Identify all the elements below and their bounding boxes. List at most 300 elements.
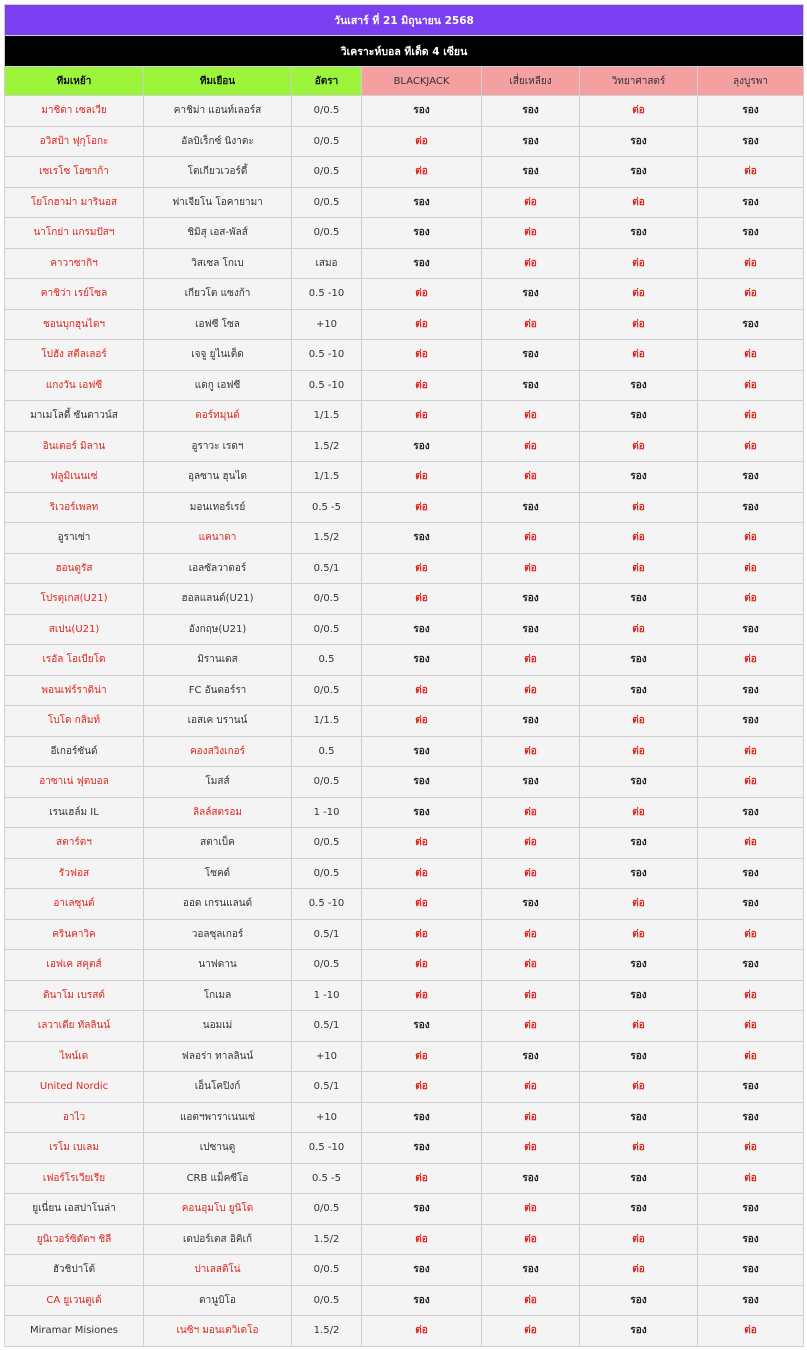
away-team: ลิลล์สตรอม: [144, 797, 292, 828]
home-team: ฟลูมิเนนเซ่: [5, 462, 144, 493]
tipster-2-pick: ต่อ: [482, 736, 580, 767]
home-team: อีเกอร์ซันด์: [5, 736, 144, 767]
tipster-4-pick: รอง: [698, 492, 804, 523]
home-team: United Nordic: [5, 1072, 144, 1103]
tipster-1-pick: รอง: [362, 1194, 482, 1225]
home-team: คาวาซากิฯ: [5, 248, 144, 279]
tipster-1-pick: ต่อ: [362, 1041, 482, 1072]
away-team: มิรานเดส: [144, 645, 292, 676]
tipster-2-pick: ต่อ: [482, 523, 580, 554]
home-team: มาชิดา เซลเวีย: [5, 96, 144, 127]
tipster-1-pick: ต่อ: [362, 309, 482, 340]
tipster-4-pick: รอง: [698, 218, 804, 249]
tipster-1-pick: ต่อ: [362, 675, 482, 706]
tipster-4-pick: ต่อ: [698, 584, 804, 615]
tipster-4-pick: รอง: [698, 1255, 804, 1286]
home-team: อินเตอร์ มิลาน: [5, 431, 144, 462]
column-header-row: [5, 67, 804, 96]
away-team: เปซานดู: [144, 1133, 292, 1164]
table-row: [5, 1102, 804, 1133]
home-team: โปรตุเกส(U21): [5, 584, 144, 615]
tipster-3-pick: รอง: [580, 584, 698, 615]
tipster-4-pick: ต่อ: [698, 157, 804, 188]
tipster-1-pick: ต่อ: [362, 553, 482, 584]
table-row: [5, 309, 804, 340]
tipster-3-pick: ต่อ: [580, 1133, 698, 1164]
table-row: [5, 431, 804, 462]
tipster-1-pick: รอง: [362, 1133, 482, 1164]
table-row: [5, 96, 804, 127]
tipster-3-pick: ต่อ: [580, 889, 698, 920]
col-header-tipster-3: วิทยาศาสตร์: [580, 67, 698, 96]
tipster-4-pick: ต่อ: [698, 248, 804, 279]
home-team: โบโด กลิมท์: [5, 706, 144, 737]
tipster-2-pick: รอง: [482, 1163, 580, 1194]
tipster-1-pick: ต่อ: [362, 950, 482, 981]
odds-cell: 0.5 -10: [292, 1133, 362, 1164]
tipster-4-pick: รอง: [698, 126, 804, 157]
home-team: เรโม เบเลม: [5, 1133, 144, 1164]
tipster-4-pick: รอง: [698, 675, 804, 706]
home-team: โปฮัง สตีลเลอร์: [5, 340, 144, 371]
tipster-4-pick: ต่อ: [698, 736, 804, 767]
away-team: เกียวโต แซงก้า: [144, 279, 292, 310]
tipster-3-pick: รอง: [580, 767, 698, 798]
tipster-1-pick: ต่อ: [362, 919, 482, 950]
away-team: CRB แม็คซีโอ: [144, 1163, 292, 1194]
table-row: [5, 858, 804, 889]
away-team: ฟาเจียโน โอคายามา: [144, 187, 292, 218]
odds-cell: +10: [292, 309, 362, 340]
tipster-4-pick: ต่อ: [698, 828, 804, 859]
tipster-2-pick: ต่อ: [482, 1133, 580, 1164]
table-row: [5, 980, 804, 1011]
tipster-2-pick: ต่อ: [482, 248, 580, 279]
tipster-4-pick: รอง: [698, 1072, 804, 1103]
tipster-2-pick: ต่อ: [482, 553, 580, 584]
odds-cell: 0/0.5: [292, 675, 362, 706]
tipster-2-pick: ต่อ: [482, 187, 580, 218]
away-team: แดกู เอฟซี: [144, 370, 292, 401]
table-row: [5, 248, 804, 279]
tipster-4-pick: ต่อ: [698, 523, 804, 554]
tipster-3-pick: ต่อ: [580, 1011, 698, 1042]
tipster-4-pick: ต่อ: [698, 1163, 804, 1194]
odds-cell: 0.5 -10: [292, 279, 362, 310]
away-team: วอลซุลเกอร์: [144, 919, 292, 950]
tipster-3-pick: ต่อ: [580, 553, 698, 584]
match-rows: [5, 96, 804, 1347]
tipster-3-pick: ต่อ: [580, 187, 698, 218]
odds-cell: 0/0.5: [292, 218, 362, 249]
odds-cell: 0/0.5: [292, 1194, 362, 1225]
tipster-3-pick: รอง: [580, 1285, 698, 1316]
tipster-4-pick: รอง: [698, 797, 804, 828]
away-team: คอนอุมโบ ยูนิโด: [144, 1194, 292, 1225]
tipster-1-pick: ต่อ: [362, 828, 482, 859]
tipster-2-pick: ต่อ: [482, 828, 580, 859]
tipster-4-pick: รอง: [698, 858, 804, 889]
tipster-2-pick: ต่อ: [482, 431, 580, 462]
odds-cell: 0/0.5: [292, 828, 362, 859]
odds-cell: 0/0.5: [292, 187, 362, 218]
away-team: นาฟดาน: [144, 950, 292, 981]
odds-cell: 0/0.5: [292, 858, 362, 889]
home-team: ฮัวชิปาโต้: [5, 1255, 144, 1286]
table-row: [5, 584, 804, 615]
odds-cell: 0/0.5: [292, 767, 362, 798]
home-team: รัวฟอส: [5, 858, 144, 889]
analysis-table: [4, 4, 804, 1347]
tipster-1-pick: ต่อ: [362, 126, 482, 157]
tipster-2-pick: ต่อ: [482, 797, 580, 828]
odds-cell: 0/0.5: [292, 614, 362, 645]
home-team: มาเมโลดี้ ซันดาวน์ส: [5, 401, 144, 432]
odds-cell: 0.5/1: [292, 1011, 362, 1042]
tipster-4-pick: รอง: [698, 1102, 804, 1133]
odds-cell: 0/0.5: [292, 1285, 362, 1316]
tipster-4-pick: ต่อ: [698, 980, 804, 1011]
away-team: เจจู ยูไนเต็ด: [144, 340, 292, 371]
away-team: เอ็นโคปิงก์: [144, 1072, 292, 1103]
away-team: โมสส์: [144, 767, 292, 798]
odds-cell: 0.5/1: [292, 1072, 362, 1103]
odds-cell: 0/0.5: [292, 96, 362, 127]
table-row: [5, 492, 804, 523]
tipster-1-pick: ต่อ: [362, 1316, 482, 1347]
home-team: เรอัล โอเบียโด: [5, 645, 144, 676]
away-team: มอนเทอร์เรย์: [144, 492, 292, 523]
odds-cell: เสมอ: [292, 248, 362, 279]
home-team: เรนเฮล์ม IL: [5, 797, 144, 828]
table-row: [5, 370, 804, 401]
odds-cell: 1 -10: [292, 980, 362, 1011]
tipster-1-pick: ต่อ: [362, 889, 482, 920]
tipster-2-pick: รอง: [482, 706, 580, 737]
odds-cell: 1.5/2: [292, 523, 362, 554]
tipster-3-pick: ต่อ: [580, 309, 698, 340]
table-row: [5, 1285, 804, 1316]
away-team: เนซิฯ มอนเตวิเดโอ: [144, 1316, 292, 1347]
tipster-2-pick: ต่อ: [482, 1072, 580, 1103]
table-row: [5, 218, 804, 249]
odds-cell: 0.5 -10: [292, 340, 362, 371]
tipster-2-pick: ต่อ: [482, 1102, 580, 1133]
date-bar-row: [5, 5, 804, 36]
away-team: เอฟซี โซล: [144, 309, 292, 340]
odds-cell: 0/0.5: [292, 950, 362, 981]
tipster-1-pick: รอง: [362, 248, 482, 279]
tipster-2-pick: รอง: [482, 614, 580, 645]
tipster-1-pick: ต่อ: [362, 340, 482, 371]
tipster-1-pick: รอง: [362, 1255, 482, 1286]
odds-cell: 1.5/2: [292, 431, 362, 462]
tipster-1-pick: ต่อ: [362, 980, 482, 1011]
odds-cell: 1.5/2: [292, 1224, 362, 1255]
away-team: โกเมล: [144, 980, 292, 1011]
table-row: [5, 645, 804, 676]
table-row: [5, 736, 804, 767]
away-team: อูราวะ เรดฯ: [144, 431, 292, 462]
table-row: [5, 889, 804, 920]
table-row: [5, 553, 804, 584]
home-team: ชอนบุกฮุนไดฯ: [5, 309, 144, 340]
tipster-1-pick: รอง: [362, 431, 482, 462]
table-row: [5, 1316, 804, 1347]
table-row: [5, 797, 804, 828]
odds-cell: 0/0.5: [292, 157, 362, 188]
away-team: วิสเซล โกเบ: [144, 248, 292, 279]
tipster-1-pick: ต่อ: [362, 157, 482, 188]
tipster-3-pick: รอง: [580, 645, 698, 676]
odds-cell: 0/0.5: [292, 1255, 362, 1286]
table-row: [5, 279, 804, 310]
table-row: [5, 1011, 804, 1042]
home-team: ยูนิเวอร์ซิดัดฯ ชิลี: [5, 1224, 144, 1255]
odds-cell: +10: [292, 1041, 362, 1072]
tipster-4-pick: ต่อ: [698, 919, 804, 950]
tipster-2-pick: ต่อ: [482, 1316, 580, 1347]
tipster-1-pick: ต่อ: [362, 1224, 482, 1255]
tipster-2-pick: ต่อ: [482, 218, 580, 249]
table-row: [5, 157, 804, 188]
home-team: แกงวัน เอฟซี: [5, 370, 144, 401]
tipster-3-pick: รอง: [580, 218, 698, 249]
home-team: เซเรโซ โอซาก้า: [5, 157, 144, 188]
tipster-1-pick: ต่อ: [362, 401, 482, 432]
away-team: ดานูบิโอ: [144, 1285, 292, 1316]
tipster-3-pick: ต่อ: [580, 279, 698, 310]
away-team: อุลซาน ฮุนได: [144, 462, 292, 493]
tipster-4-pick: ต่อ: [698, 553, 804, 584]
tipster-1-pick: ต่อ: [362, 370, 482, 401]
tipster-2-pick: ต่อ: [482, 675, 580, 706]
home-team: อาเลซุนด์: [5, 889, 144, 920]
tipster-3-pick: รอง: [580, 401, 698, 432]
tipster-2-pick: ต่อ: [482, 1011, 580, 1042]
home-team: ครินคาวิค: [5, 919, 144, 950]
col-header-odds: อัตรา: [292, 67, 362, 96]
table-row: [5, 919, 804, 950]
tipster-1-pick: รอง: [362, 736, 482, 767]
tipster-2-pick: ต่อ: [482, 401, 580, 432]
tipster-4-pick: ต่อ: [698, 279, 804, 310]
home-team: สตาร์ตฯ: [5, 828, 144, 859]
col-header-home: ทีมเหย้า: [5, 67, 144, 96]
tipster-3-pick: ต่อ: [580, 919, 698, 950]
odds-cell: +10: [292, 1102, 362, 1133]
table-row: [5, 1041, 804, 1072]
home-team: คาชิว่า เรย์โซล: [5, 279, 144, 310]
tipster-1-pick: รอง: [362, 797, 482, 828]
tipster-3-pick: รอง: [580, 1163, 698, 1194]
col-header-tipster-1: BLACKJACK: [362, 67, 482, 96]
tipster-3-pick: ต่อ: [580, 1255, 698, 1286]
odds-cell: 1/1.5: [292, 462, 362, 493]
tipster-2-pick: ต่อ: [482, 1194, 580, 1225]
tipster-1-pick: ต่อ: [362, 462, 482, 493]
home-team: เฟอร์โรเวียเรีย: [5, 1163, 144, 1194]
away-team: เอสเค บรานน์: [144, 706, 292, 737]
tipster-4-pick: ต่อ: [698, 431, 804, 462]
tipster-3-pick: รอง: [580, 1041, 698, 1072]
tipster-4-pick: ต่อ: [698, 645, 804, 676]
tipster-1-pick: รอง: [362, 218, 482, 249]
home-team: ดินาโม เบรสต์: [5, 980, 144, 1011]
table-row: [5, 1072, 804, 1103]
table-row: [5, 767, 804, 798]
tipster-2-pick: รอง: [482, 370, 580, 401]
tipster-3-pick: ต่อ: [580, 1224, 698, 1255]
table-row: [5, 340, 804, 371]
tipster-3-pick: ต่อ: [580, 96, 698, 127]
tipster-2-pick: ต่อ: [482, 645, 580, 676]
odds-cell: 1/1.5: [292, 706, 362, 737]
table-row: [5, 1163, 804, 1194]
tipster-1-pick: ต่อ: [362, 279, 482, 310]
tipster-1-pick: รอง: [362, 645, 482, 676]
tipster-2-pick: ต่อ: [482, 980, 580, 1011]
tipster-4-pick: รอง: [698, 462, 804, 493]
away-team: แอตฯพาราเนนเซ่: [144, 1102, 292, 1133]
tipster-2-pick: รอง: [482, 1255, 580, 1286]
tipster-4-pick: รอง: [698, 950, 804, 981]
odds-cell: 0.5: [292, 645, 362, 676]
tipster-3-pick: ต่อ: [580, 340, 698, 371]
tipster-3-pick: ต่อ: [580, 614, 698, 645]
tipster-2-pick: ต่อ: [482, 858, 580, 889]
table-row: [5, 706, 804, 737]
analysis-table-wrapper: [4, 4, 803, 1347]
home-team: อวิสป้า ฟุกุโอกะ: [5, 126, 144, 157]
odds-cell: 1 -10: [292, 797, 362, 828]
away-team: แคนาดา: [144, 523, 292, 554]
tipster-4-pick: ต่อ: [698, 370, 804, 401]
tipster-3-pick: ต่อ: [580, 492, 698, 523]
home-team: ริเวอร์เพลท: [5, 492, 144, 523]
tipster-2-pick: รอง: [482, 279, 580, 310]
away-team: เอลซัลวาดอร์: [144, 553, 292, 584]
tipster-1-pick: รอง: [362, 187, 482, 218]
tipster-3-pick: ต่อ: [580, 523, 698, 554]
table-row: [5, 1224, 804, 1255]
away-team: นอมเม่: [144, 1011, 292, 1042]
table-row: [5, 187, 804, 218]
home-team: สเปน(U21): [5, 614, 144, 645]
tipster-2-pick: รอง: [482, 584, 580, 615]
tipster-1-pick: ต่อ: [362, 492, 482, 523]
tipster-4-pick: ต่อ: [698, 1316, 804, 1347]
col-header-away: ทีมเยือน: [144, 67, 292, 96]
home-team: Miramar Misiones: [5, 1316, 144, 1347]
table-row: [5, 1255, 804, 1286]
away-team: ปาเลสติโน่: [144, 1255, 292, 1286]
tipster-1-pick: รอง: [362, 523, 482, 554]
home-team: นาโกย่า แกรมปัสฯ: [5, 218, 144, 249]
tipster-3-pick: รอง: [580, 828, 698, 859]
tipster-3-pick: ต่อ: [580, 431, 698, 462]
tipster-4-pick: รอง: [698, 96, 804, 127]
tipster-1-pick: รอง: [362, 96, 482, 127]
tipster-3-pick: ต่อ: [580, 1072, 698, 1103]
odds-cell: 0/0.5: [292, 126, 362, 157]
tipster-4-pick: รอง: [698, 1194, 804, 1225]
away-team: คองสวิงเกอร์: [144, 736, 292, 767]
away-team: โซคด์: [144, 858, 292, 889]
tipster-2-pick: รอง: [482, 767, 580, 798]
odds-cell: 0/0.5: [292, 584, 362, 615]
tipster-1-pick: รอง: [362, 1102, 482, 1133]
odds-cell: 0.5 -10: [292, 370, 362, 401]
tipster-3-pick: รอง: [580, 1316, 698, 1347]
odds-cell: 0.5/1: [292, 553, 362, 584]
tipster-3-pick: ต่อ: [580, 248, 698, 279]
home-team: อูราเซ่า: [5, 523, 144, 554]
away-team: ออด เกรนแลนด์: [144, 889, 292, 920]
away-team: อัลบิเร็กซ์ นิงาตะ: [144, 126, 292, 157]
away-team: คาชิม่า แอนท์เลอร์ส: [144, 96, 292, 127]
tipster-2-pick: รอง: [482, 889, 580, 920]
odds-cell: 0.5 -5: [292, 492, 362, 523]
away-team: โตเกียวเวอร์ดี้: [144, 157, 292, 188]
tipster-2-pick: รอง: [482, 1041, 580, 1072]
tipster-3-pick: รอง: [580, 462, 698, 493]
tipster-1-pick: ต่อ: [362, 858, 482, 889]
title-bar-row: [5, 36, 804, 67]
home-team: เลวาเดีย ทัลลินน์: [5, 1011, 144, 1042]
home-team: อาซาเน่ ฟุตบอล: [5, 767, 144, 798]
away-team: FC อันดอร์รา: [144, 675, 292, 706]
table-row: [5, 828, 804, 859]
tipster-4-pick: รอง: [698, 614, 804, 645]
table-row: [5, 675, 804, 706]
tipster-3-pick: รอง: [580, 1194, 698, 1225]
tipster-2-pick: ต่อ: [482, 462, 580, 493]
tipster-4-pick: ต่อ: [698, 1133, 804, 1164]
tipster-4-pick: รอง: [698, 706, 804, 737]
away-team: ฟลอร่า ทาลลินน์: [144, 1041, 292, 1072]
col-header-tipster-4: ลุงบูรพา: [698, 67, 804, 96]
table-row: [5, 614, 804, 645]
tipster-2-pick: ต่อ: [482, 309, 580, 340]
tipster-1-pick: ต่อ: [362, 1163, 482, 1194]
tipster-4-pick: รอง: [698, 309, 804, 340]
tipster-3-pick: รอง: [580, 858, 698, 889]
away-team: ดอร์ทมุนด์: [144, 401, 292, 432]
home-team: โยโกฮาม่า มารินอส: [5, 187, 144, 218]
tipster-2-pick: รอง: [482, 492, 580, 523]
tipster-4-pick: รอง: [698, 1285, 804, 1316]
table-row: [5, 1194, 804, 1225]
table-row: [5, 126, 804, 157]
tipster-4-pick: ต่อ: [698, 1011, 804, 1042]
tipster-2-pick: รอง: [482, 157, 580, 188]
tipster-4-pick: รอง: [698, 187, 804, 218]
tipster-1-pick: ต่อ: [362, 1072, 482, 1103]
tipster-4-pick: ต่อ: [698, 340, 804, 371]
odds-cell: 0.5 -5: [292, 1163, 362, 1194]
odds-cell: 0.5 -10: [292, 889, 362, 920]
tipster-1-pick: ต่อ: [362, 584, 482, 615]
tipster-3-pick: รอง: [580, 370, 698, 401]
table-row: [5, 401, 804, 432]
tipster-1-pick: รอง: [362, 614, 482, 645]
home-team: พอนเฟร์ราดิน่า: [5, 675, 144, 706]
tipster-4-pick: ต่อ: [698, 401, 804, 432]
tipster-2-pick: ต่อ: [482, 950, 580, 981]
away-team: สตาเบ็ค: [144, 828, 292, 859]
tipster-3-pick: รอง: [580, 950, 698, 981]
